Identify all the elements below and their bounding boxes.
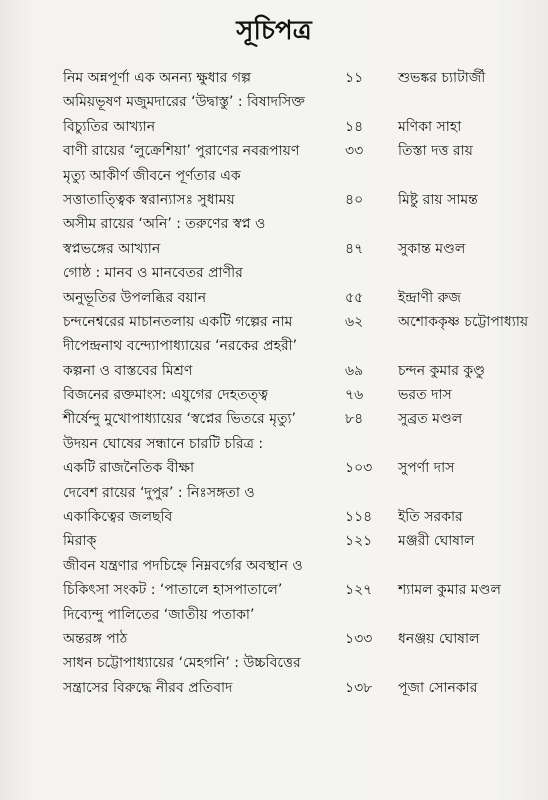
toc-entry [0, 456, 548, 480]
toc-entry [0, 188, 548, 212]
toc-entry [0, 505, 548, 529]
toc-entry-title: বিচ্যুতির আখ্যান [63, 118, 156, 135]
toc-entry-author: মণিকা সাহা [398, 118, 462, 135]
toc-entry-title: একটি রাজনৈতিক বীক্ষা [63, 460, 195, 477]
toc-entry-title: অনুভূতির উপলব্ধির বয়ান [63, 289, 207, 306]
toc-entry [0, 578, 548, 602]
toc-entry-author: চন্দন কুমার কুণ্ডু [398, 362, 486, 379]
toc-entry-title: মৃত্যু আকীর্ণ জীবনে পূর্ণতার এক [63, 167, 241, 184]
toc-entry [0, 651, 548, 675]
toc-entry [0, 66, 548, 90]
toc-entry-page: ৬৯ [345, 362, 364, 379]
toc-entry-author: ইতি সরকার [398, 509, 463, 526]
toc-entry-title: স্বপ্নভঙ্গের আখ্যান [63, 240, 161, 257]
toc-entry-title: কল্পনা ও বাস্তবের মিশ্রণ [63, 362, 193, 379]
toc-entry [0, 529, 548, 553]
toc-entry-page: ১০৩ [345, 460, 373, 477]
toc-entry-author: শ্যামল কুমার মণ্ডল [398, 582, 501, 599]
toc-entry-title: অমিয়ভূষণ মজুমদারের ‘উদ্বাস্তু’ : বিষাদসিক্ত [63, 94, 305, 111]
toc-entry-author: মিষ্টু রায় সামন্ত [398, 191, 478, 208]
toc-entry-author: ইন্দ্রাণী রুজ [398, 289, 461, 306]
toc-entry-author: সুকান্ত মণ্ডল [398, 240, 466, 257]
toc-entry-title: বাণী রায়ের ‘লুক্রেশিয়া’ পুরাণের নবরূপায়ণ [63, 143, 300, 160]
toc-entry-title: মিরাক্ [63, 533, 97, 550]
toc-entry [0, 359, 548, 383]
toc-entry-title: দিব্যেন্দু পালিতের ‘জাতীয় পতাকা’ [63, 606, 255, 623]
toc-entry-title: সাধন চট্টোপাধ্যায়ের ‘মেহগনি’ : উচ্চবিত্তের [63, 655, 301, 672]
toc-entry-page: ১৩৩ [345, 630, 373, 647]
toc-entry-page: ১৪ [345, 118, 364, 135]
toc-entry-author: তিস্তা দত্ত রায় [398, 143, 473, 160]
toc-entry-title: গোষ্ঠ : মানব ও মানবেতর প্রাণীর [63, 265, 243, 282]
toc-entry [0, 237, 548, 261]
toc-entry-title: অসীম রায়ের ‘অনি’ : তরুণের স্বপ্ন ও [63, 216, 266, 233]
toc-entry-author: শুভঙ্কর চ্যাটার্জী [398, 70, 486, 86]
toc-entry [0, 383, 548, 407]
toc-entry-page: ১২১ [345, 533, 373, 550]
toc-entry-author: সুব্রত মণ্ডল [398, 411, 463, 428]
toc-entry [0, 407, 548, 431]
toc-entry-page: ৫৫ [345, 289, 364, 306]
toc-entry-page: ১৩৮ [345, 679, 373, 696]
toc-entry [0, 603, 548, 627]
toc-entry-title: সত্তাতাত্ত্বিক স্বরান্যাসঃ সুধাময় [63, 191, 235, 208]
toc-entry [0, 432, 548, 456]
toc-entry-title: অন্তরঙ্গ পাঠ [63, 630, 128, 647]
toc-entry [0, 115, 548, 139]
toc-entry [0, 676, 548, 700]
toc-entry-page: ১১৪ [345, 509, 373, 526]
toc-entry-title: চন্দনেশ্বরের মাচানতলায় একটি গল্পের নাম [63, 313, 293, 330]
toc-entry-title: শীর্ষেন্দু মুখোপাধ্যায়ের ‘স্বপ্নের ভিতরে মৃত্যু’ [63, 411, 296, 428]
toc-entry-page: ৪৭ [345, 240, 364, 257]
toc-entry-page: ১১ [345, 70, 364, 86]
toc-entry-author: অশোককৃষ্ণ চট্টোপাধ্যায় [398, 313, 529, 330]
toc-entry-author: মঞ্জরী ঘোষাল [398, 533, 475, 550]
toc-entry-title: চিকিৎসা সংকট : ‘পাতালে হাসপাতালে’ [63, 582, 283, 599]
toc-entry [0, 90, 548, 114]
toc-entry-title: একাকিত্বের জলছবি [63, 509, 173, 526]
toc-entry-author: সুপর্ণা দাস [398, 460, 455, 477]
toc-entry-title: দীপেন্দ্রনাথ বন্দ্যোপাধ্যায়ের ‘নরকের প্রহরী’ [63, 338, 298, 355]
page-title: সূচিপত্র [236, 16, 312, 46]
toc-entry-page: ৮৪ [345, 411, 364, 428]
toc-entry-title: নিম অন্নপূর্ণা এক অনন্য ক্ষুধার গল্প [63, 70, 251, 86]
toc-entry [0, 212, 548, 236]
toc-entry-title: দেবেশ রায়ের ‘দুপুর’ : নিঃসঙ্গতা ও [63, 484, 255, 501]
toc-entry [0, 627, 548, 651]
toc-entry-title: উদয়ন ঘোষের সন্ধানে চারটি চরিত্র : [63, 435, 264, 452]
toc-entry-title: বিজনের রক্তমাংস: এযুগের দেহতত্ত্ব [63, 387, 269, 404]
toc-entry [0, 164, 548, 188]
toc-entry [0, 139, 548, 163]
table-of-contents [0, 66, 548, 700]
toc-entry-page: ৪০ [345, 191, 364, 208]
toc-entry-page: ৬২ [345, 313, 364, 330]
toc-entry-page: ১২৭ [345, 582, 373, 599]
toc-entry-author: ভরত দাস [398, 387, 452, 404]
toc-entry [0, 481, 548, 505]
toc-entry-author: পূজা সোনকার [398, 679, 478, 696]
toc-entry [0, 286, 548, 310]
toc-entry-title: জীবন যন্ত্রণার পদচিহ্নে নিম্নবর্গের অবস্থান ও [63, 557, 303, 574]
toc-entry [0, 554, 548, 578]
toc-entry [0, 334, 548, 358]
toc-entry-page: ৭৬ [345, 387, 364, 404]
toc-entry [0, 310, 548, 334]
toc-entry-title: সন্ত্রাসের বিরুদ্ধে নীরব প্রতিবাদ [63, 679, 233, 696]
toc-entry-author: ধনঞ্জয় ঘোষাল [398, 630, 480, 647]
toc-entry-page: ৩৩ [345, 143, 364, 160]
toc-entry [0, 261, 548, 285]
